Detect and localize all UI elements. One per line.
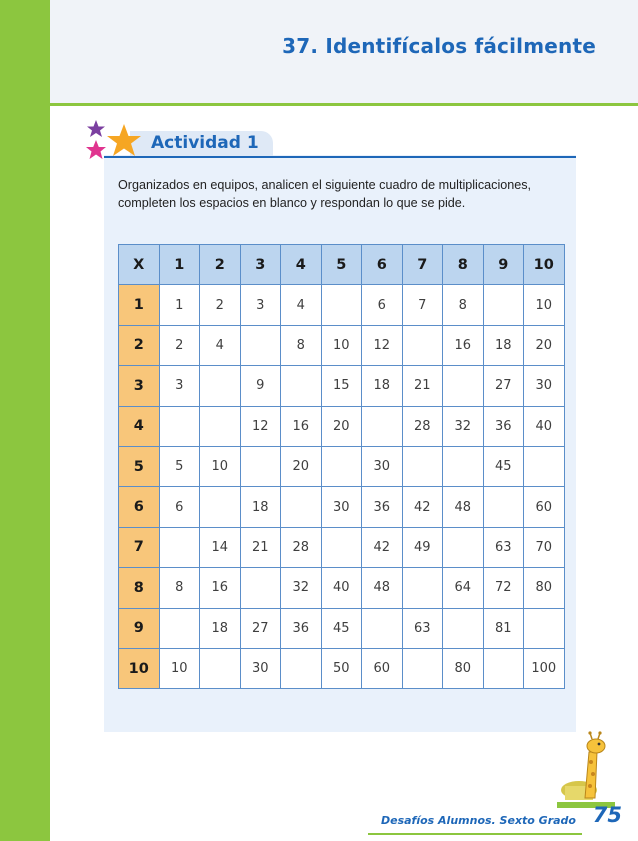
blank-product-cell[interactable] — [443, 446, 484, 486]
product-cell: 30 — [240, 648, 281, 688]
blank-product-cell[interactable] — [524, 608, 565, 648]
product-cell: 42 — [402, 487, 443, 527]
product-cell: 4 — [281, 285, 322, 325]
product-cell: 16 — [281, 406, 322, 446]
row-header-cell: 3 — [119, 366, 160, 406]
blank-product-cell[interactable] — [483, 285, 524, 325]
blank-product-cell[interactable] — [483, 648, 524, 688]
product-cell: 80 — [524, 568, 565, 608]
column-header-cell: 2 — [200, 245, 241, 285]
stars-icon — [84, 118, 144, 168]
product-cell: 9 — [240, 366, 281, 406]
blank-product-cell[interactable] — [443, 527, 484, 567]
row-header-cell: 8 — [119, 568, 160, 608]
product-cell: 48 — [362, 568, 403, 608]
column-header-cell: 7 — [402, 245, 443, 285]
footer-caption: Desafíos Alumnos. Sexto Grado — [380, 814, 576, 827]
activity-label: Actividad 1 — [151, 133, 259, 153]
product-cell: 32 — [443, 406, 484, 446]
product-cell: 10 — [524, 285, 565, 325]
orange-star-icon — [107, 124, 141, 156]
product-cell: 42 — [362, 527, 403, 567]
product-cell: 1 — [159, 285, 200, 325]
table-corner-cell: X — [119, 245, 160, 285]
blank-product-cell[interactable] — [362, 608, 403, 648]
product-cell: 12 — [362, 325, 403, 365]
table-row — [119, 487, 565, 527]
product-cell: 70 — [524, 527, 565, 567]
blank-product-cell[interactable] — [281, 487, 322, 527]
product-cell: 21 — [402, 366, 443, 406]
blank-product-cell[interactable] — [483, 487, 524, 527]
blank-product-cell[interactable] — [159, 406, 200, 446]
product-cell: 10 — [321, 325, 362, 365]
product-cell: 18 — [483, 325, 524, 365]
blank-product-cell[interactable] — [240, 568, 281, 608]
row-header-cell: 7 — [119, 527, 160, 567]
product-cell: 48 — [443, 487, 484, 527]
product-cell: 40 — [524, 406, 565, 446]
blank-product-cell[interactable] — [281, 648, 322, 688]
table-row — [119, 406, 565, 446]
table-row — [119, 648, 565, 688]
product-cell: 27 — [483, 366, 524, 406]
product-cell: 36 — [483, 406, 524, 446]
table-row — [119, 325, 565, 365]
table-row — [119, 285, 565, 325]
blank-product-cell[interactable] — [402, 568, 443, 608]
product-cell: 18 — [200, 608, 241, 648]
column-header-cell: 8 — [443, 245, 484, 285]
product-cell: 80 — [443, 648, 484, 688]
row-header-cell: 9 — [119, 608, 160, 648]
product-cell: 20 — [524, 325, 565, 365]
product-cell: 20 — [281, 446, 322, 486]
product-cell: 14 — [200, 527, 241, 567]
column-header-cell: 3 — [240, 245, 281, 285]
product-cell: 45 — [483, 446, 524, 486]
product-cell: 64 — [443, 568, 484, 608]
row-header-cell: 4 — [119, 406, 160, 446]
product-cell: 4 — [200, 325, 241, 365]
left-green-bar — [0, 0, 50, 841]
blank-product-cell[interactable] — [321, 446, 362, 486]
product-cell: 28 — [281, 527, 322, 567]
blank-product-cell[interactable] — [200, 487, 241, 527]
product-cell: 15 — [321, 366, 362, 406]
product-cell: 36 — [281, 608, 322, 648]
product-cell: 40 — [321, 568, 362, 608]
product-cell: 8 — [443, 285, 484, 325]
blank-product-cell[interactable] — [200, 406, 241, 446]
blank-product-cell[interactable] — [159, 608, 200, 648]
product-cell: 18 — [362, 366, 403, 406]
blank-product-cell[interactable] — [321, 285, 362, 325]
product-cell: 32 — [281, 568, 322, 608]
table-header-row — [119, 245, 565, 285]
product-cell: 2 — [200, 285, 241, 325]
product-cell: 12 — [240, 406, 281, 446]
footer-rule — [368, 833, 582, 835]
product-cell: 63 — [483, 527, 524, 567]
product-cell: 8 — [281, 325, 322, 365]
blank-product-cell[interactable] — [443, 608, 484, 648]
row-header-cell: 2 — [119, 325, 160, 365]
product-cell: 16 — [443, 325, 484, 365]
column-header-cell: 4 — [281, 245, 322, 285]
blank-product-cell[interactable] — [524, 446, 565, 486]
row-header-cell: 10 — [119, 648, 160, 688]
column-header-cell: 5 — [321, 245, 362, 285]
product-cell: 50 — [321, 648, 362, 688]
page-title: 37. Identifícalos fácilmente — [282, 34, 596, 58]
table-row — [119, 446, 565, 486]
product-cell: 30 — [321, 487, 362, 527]
column-header-cell: 6 — [362, 245, 403, 285]
pink-star-icon — [86, 140, 106, 159]
product-cell: 3 — [159, 366, 200, 406]
product-cell: 5 — [159, 446, 200, 486]
blank-product-cell[interactable] — [402, 446, 443, 486]
table-row — [119, 366, 565, 406]
product-cell: 6 — [159, 487, 200, 527]
product-cell: 2 — [159, 325, 200, 365]
product-cell: 60 — [362, 648, 403, 688]
product-cell: 72 — [483, 568, 524, 608]
column-header-cell: 9 — [483, 245, 524, 285]
product-cell: 10 — [200, 446, 241, 486]
table-row — [119, 608, 565, 648]
product-cell: 30 — [524, 366, 565, 406]
product-cell: 8 — [159, 568, 200, 608]
product-cell: 10 — [159, 648, 200, 688]
product-cell: 27 — [240, 608, 281, 648]
product-cell: 7 — [402, 285, 443, 325]
product-cell: 16 — [200, 568, 241, 608]
instructions-text: Organizados en equipos, analicen el siguiente cuadro de multiplicaciones, completen los espacios en blanco y respondan lo que se pide. — [118, 178, 532, 210]
blank-product-cell[interactable] — [362, 406, 403, 446]
product-cell: 6 — [362, 285, 403, 325]
blank-product-cell[interactable] — [240, 446, 281, 486]
blank-product-cell[interactable] — [281, 366, 322, 406]
product-cell: 36 — [362, 487, 403, 527]
row-header-cell: 1 — [119, 285, 160, 325]
blank-product-cell[interactable] — [402, 325, 443, 365]
product-cell: 63 — [402, 608, 443, 648]
blank-product-cell[interactable] — [200, 648, 241, 688]
column-header-cell: 1 — [159, 245, 200, 285]
page-number: 75 — [592, 803, 622, 827]
table-row — [119, 568, 565, 608]
product-cell: 30 — [362, 446, 403, 486]
blank-product-cell[interactable] — [240, 325, 281, 365]
table-row — [119, 527, 565, 567]
blank-product-cell[interactable] — [443, 366, 484, 406]
blank-product-cell[interactable] — [321, 527, 362, 567]
multiplication-table — [118, 244, 565, 689]
product-cell: 28 — [402, 406, 443, 446]
product-cell: 18 — [240, 487, 281, 527]
row-header-cell: 6 — [119, 487, 160, 527]
row-header-cell: 5 — [119, 446, 160, 486]
product-cell: 60 — [524, 487, 565, 527]
product-cell: 3 — [240, 285, 281, 325]
giraffe-mascot-icon — [555, 728, 617, 810]
product-cell: 81 — [483, 608, 524, 648]
activity-divider — [104, 156, 576, 158]
product-cell: 45 — [321, 608, 362, 648]
blank-product-cell[interactable] — [200, 366, 241, 406]
blank-product-cell[interactable] — [159, 527, 200, 567]
product-cell: 100 — [524, 648, 565, 688]
product-cell: 49 — [402, 527, 443, 567]
purple-star-icon — [87, 120, 105, 137]
blank-product-cell[interactable] — [402, 648, 443, 688]
column-header-cell: 10 — [524, 245, 565, 285]
product-cell: 21 — [240, 527, 281, 567]
product-cell: 20 — [321, 406, 362, 446]
